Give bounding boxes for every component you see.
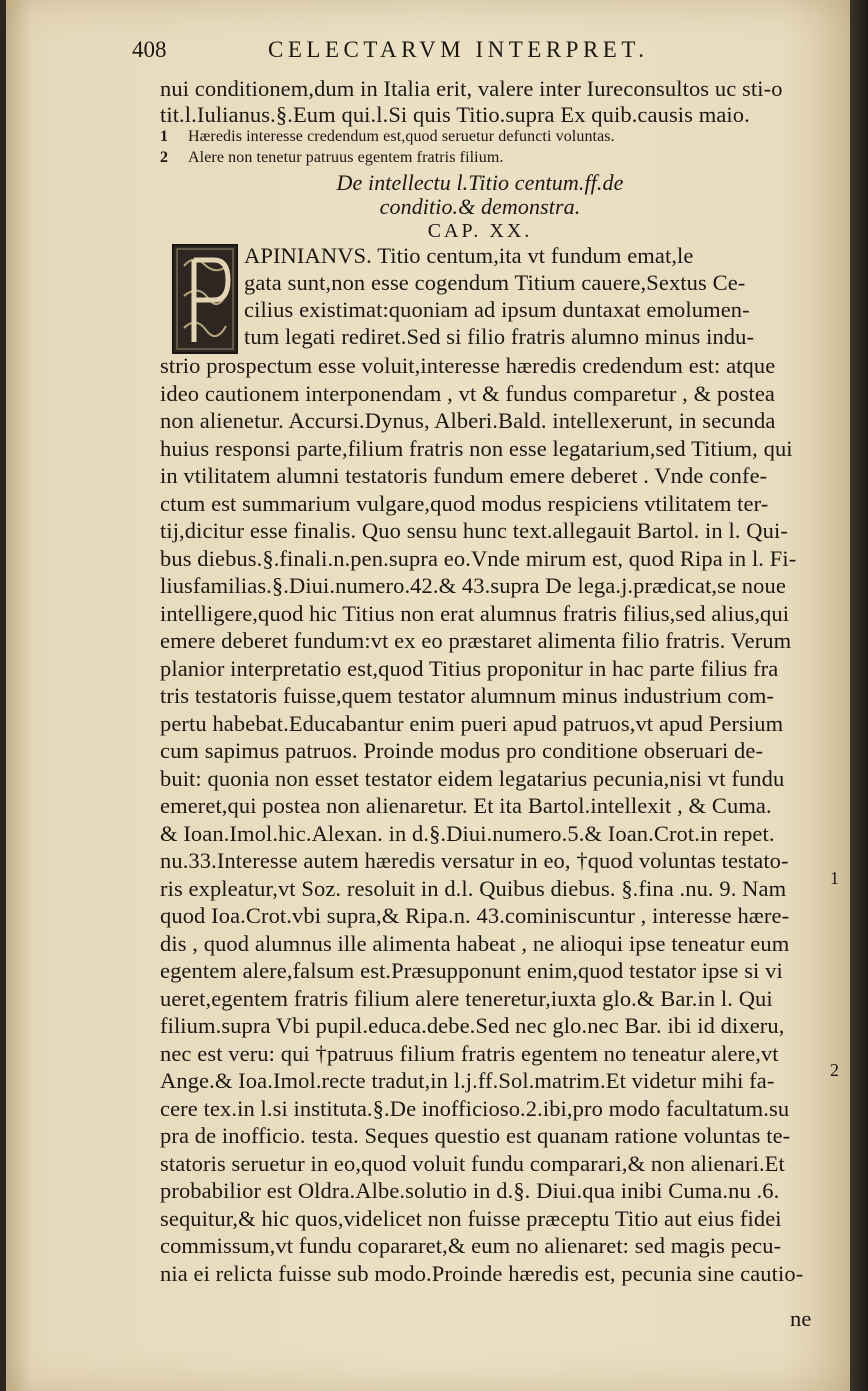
body-line: ctum est summarium vulgare,quod modus respiciens vtilitatem ter- <box>160 490 769 516</box>
body-line: intelligere,quod hic Titius non erat alumnus fratris filius,sed alius,qui <box>160 600 790 626</box>
body-line: APINIANVS. Titio centum,ita vt fundum emat,le <box>244 243 694 268</box>
body-line: cum sapimus patruos. Proinde modus pro conditione obseruari de- <box>160 738 764 763</box>
summary-item <box>160 127 820 147</box>
running-title: CELECTARVM INTERPRET. <box>268 37 649 62</box>
summary-text: Hæredis interesse credendum est,quod seruetur defuncti voluntas. <box>188 128 615 145</box>
body-line: dis , quod alumnus ille alimenta habeat , ne alioqui ipse teneatur eum <box>160 930 790 956</box>
body-line: statoris seruetur in eo,quod voluit fundu comparari,& non alienari.Et <box>160 1150 785 1176</box>
chapter-title-line: conditio.& demonstra. <box>379 194 581 219</box>
body-line: strio prospectum esse voluit,interesse hæredis credendum est: atque <box>160 353 776 378</box>
chapter-title-line: De intellectu l.Titio centum.ff.de <box>336 170 624 195</box>
margin-note-number: 1 <box>830 868 839 888</box>
body-line: non alienetur. Accursi.Dynus, Alberi.Bald. intellexerunt, in secunda <box>160 408 776 433</box>
body-line: planior interpretatio est,quod Titius proponitur in hac parte filius fra <box>160 655 779 681</box>
body-line: tris testatoris fuisse,quem testator alumnum minus industrium com- <box>160 683 775 708</box>
summary-number: 2 <box>160 149 169 166</box>
body-line: nia ei relicta fuisse sub modo.Proinde hæredis est, pecunia sine cautio- <box>160 1260 804 1286</box>
body-line: emeret,qui postea non alienaretur. Et ita Bartol.intellexit , & Cuma. <box>160 793 772 818</box>
summary-number: 1 <box>160 128 169 145</box>
body-line: quod Ioa.Crot.vbi supra,& Ripa.n. 43.cominiscuntur , interesse hære- <box>160 903 790 928</box>
body-line: ueret,egentem fratris filium alere teneretur,iuxta glo.& Bar.in l. Qui <box>160 985 773 1011</box>
body-line: ideo cautionem interponendam , vt & fundus comparetur , & postea <box>160 380 775 406</box>
body-line: nec est veru: qui †patruus filium fratris egentem no teneatur alere,vt <box>160 1040 779 1066</box>
body-line: cere tex.in l.si instituta.§.De inofficioso.2.ibi,pro modo facultatum.su <box>160 1095 790 1121</box>
opening-line: tit.l.Iulianus.§.Eum qui.l.Si quis Titio.supra Ex quib.causis maio. <box>160 102 750 127</box>
body-line: filium.supra Vbi pupil.educa.debe.Sed nec glo.nec Bar. ibi id dixeru, <box>160 1013 785 1038</box>
body-line: Ange.& Ioa.Imol.recte tradut,in l.j.ff.Sol.matrim.Et videtur mihi fa- <box>160 1068 775 1093</box>
catchword: ne <box>790 1306 812 1331</box>
body-line: sequitur,& hic quos,videlicet non fuisse præceptu Titio aut eius fidei <box>160 1205 782 1231</box>
summary-item <box>160 148 820 168</box>
body-line: emere deberet fundum:vt ex eo præstaret alimenta filio fratris. Verum <box>160 628 792 653</box>
body-line: egentem alere,falsum est.Præsupponunt enim,quod testator ipse si vi <box>160 958 783 983</box>
page-number: 408 <box>132 37 167 62</box>
body-line: ris expleatur,vt Soz. resoluit in d.l. Quibus diebus. §.fina .nu. 9. Nam <box>160 875 787 901</box>
body-line: probabilior est Oldra.Albe.solutio in d.§. Diui.qua inibi Cuma.nu .6. <box>160 1178 780 1203</box>
ornamental-initial-p <box>172 244 238 354</box>
body-line: tum legati rediret.Sed si filio fratris alumno minus indu- <box>244 324 755 349</box>
body-line: huius responsi parte,filium fratris non esse legatarium,sed Titium, qui <box>160 435 793 461</box>
margin-note-number: 2 <box>830 1060 839 1080</box>
body-line: pra de inofficio. testa. Seques questio est quanam ratione voluntas te- <box>160 1123 791 1148</box>
body-line: nu.33.Interesse autem hæredis versatur in eo, †quod voluntas testato- <box>160 848 789 873</box>
opening-line: nui conditionem,dum in Italia erit, valere inter Iureconsultos uc sti-o <box>160 76 783 101</box>
body-line: tij,dicitur esse finalis. Quo sensu hunc text.allegauit Bartol. in l. Qui- <box>160 518 788 543</box>
summary-text: Alere non tenetur patruus egentem fratris filium. <box>188 149 504 166</box>
body-line: liusfamilias.§.Diui.numero.42.& 43.supra De lega.j.prædicat,se noue <box>160 573 786 598</box>
body-line: buit: quonia non esset testator eidem legatarius pecunia,nisi vt fundu <box>160 765 785 791</box>
body-line: & Ioan.Imol.hic.Alexan. in d.§.Diui.numero.5.& Ioan.Crot.in repet. <box>160 820 775 846</box>
body-line: cilius existimat:quoniam ad ipsum duntaxat emolumen- <box>244 297 750 322</box>
body-line: bus diebus.§.finali.n.pen.supra eo.Vnde mirum est, quod Ripa in l. Fi- <box>160 545 797 571</box>
chapter-number: CAP. XX. <box>427 220 533 242</box>
body-line: in vtilitatem alumni testatoris fundum emere deberet . Vnde confe- <box>160 463 768 488</box>
body-line: gata sunt,non esse cogendum Titium cauere,Sextus Ce- <box>244 270 746 295</box>
body-line: commissum,vt fundu copararet,& eum no alienaret: sed magis pecu- <box>160 1233 782 1258</box>
body-line: pertu habebat.Educabantur enim pueri apud patruos,vt apud Persium <box>160 710 784 736</box>
